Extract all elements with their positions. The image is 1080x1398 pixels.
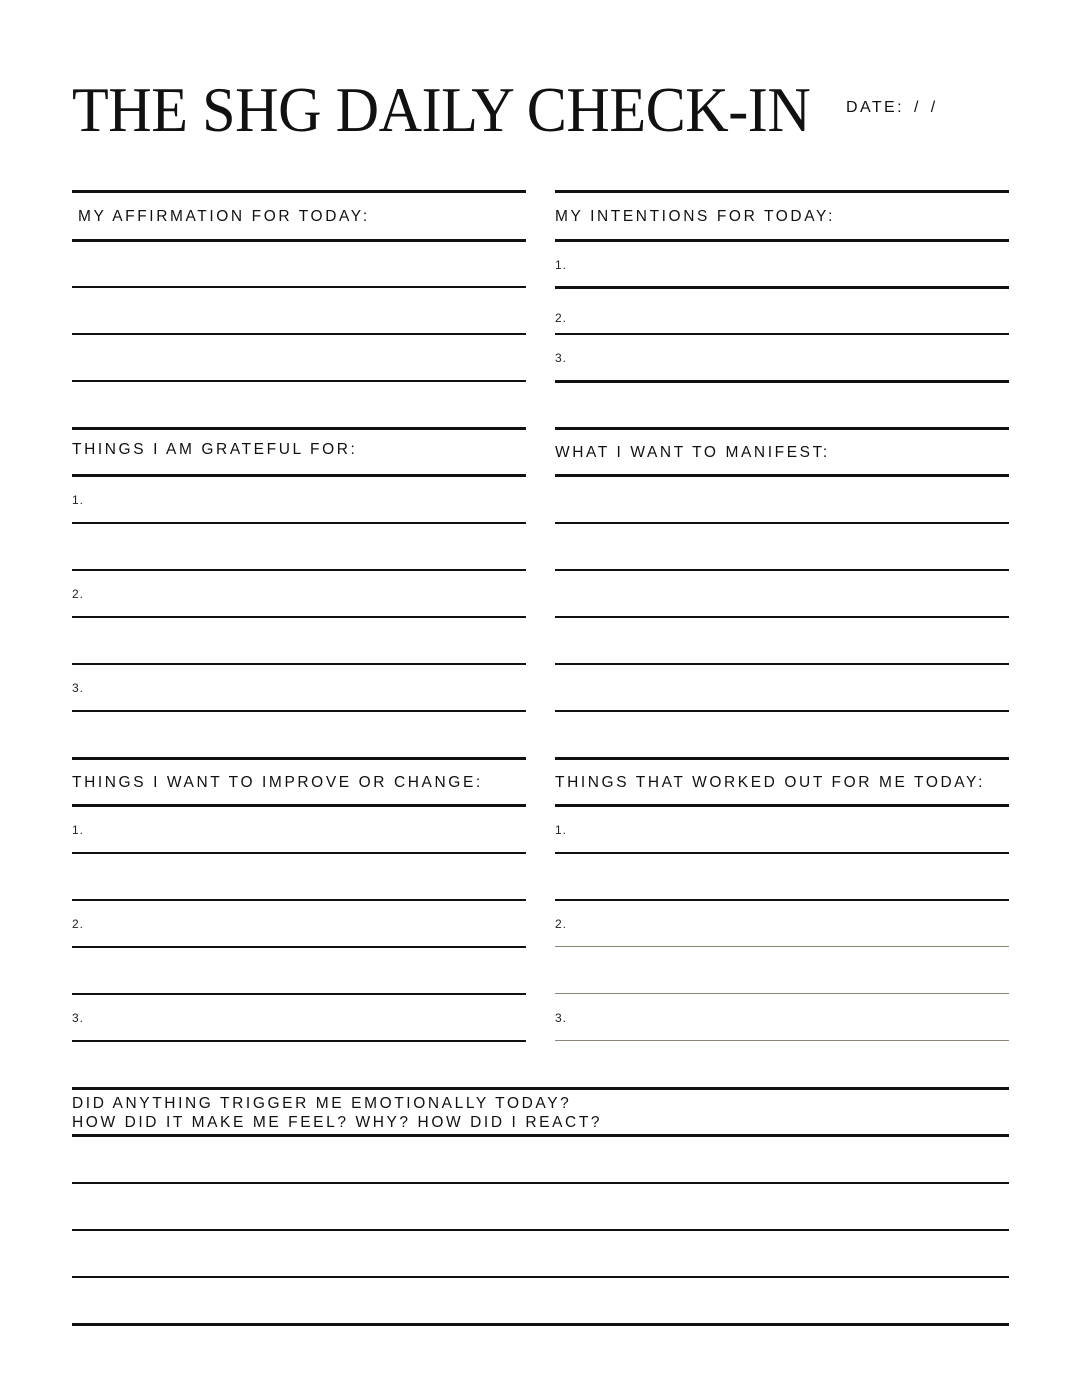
writing-line[interactable] — [555, 286, 1009, 289]
section-heading: WHAT I WANT TO MANIFEST: — [555, 444, 830, 461]
writing-line[interactable] — [72, 1229, 1009, 1231]
section-heading-rule — [555, 239, 1009, 242]
affirmation-section — [72, 190, 526, 390]
section-heading-rule — [72, 239, 526, 242]
date-label: DATE: — [846, 99, 904, 116]
item-number: 3. — [555, 1011, 568, 1025]
writing-line[interactable] — [72, 1040, 526, 1042]
item-number: 3. — [72, 681, 85, 695]
writing-line[interactable] — [72, 569, 526, 571]
writing-line[interactable] — [72, 380, 526, 382]
trigger-heading-line-1: DID ANYTHING TRIGGER ME EMOTIONALLY TODAY? — [72, 1095, 572, 1112]
writing-line[interactable] — [72, 1182, 1009, 1184]
section-heading-rule — [72, 474, 526, 477]
trigger-heading-line-2: HOW DID IT MAKE ME FEEL? WHY? HOW DID I REACT? — [72, 1114, 603, 1131]
item-number: 2. — [72, 587, 85, 601]
section-heading: MY INTENTIONS FOR TODAY: — [555, 208, 836, 225]
writing-line[interactable] — [72, 946, 526, 948]
item-number: 1. — [72, 493, 85, 507]
section-heading-rule — [555, 804, 1009, 807]
writing-line[interactable] — [555, 616, 1009, 618]
writing-line[interactable] — [72, 1276, 1009, 1278]
writing-line[interactable] — [555, 946, 1009, 947]
section-heading: MY AFFIRMATION FOR TODAY: — [78, 208, 370, 225]
section-heading: THINGS I WANT TO IMPROVE OR CHANGE: — [72, 774, 483, 791]
item-number: 1. — [555, 258, 568, 272]
page-title: THE SHG DAILY CHECK-IN — [72, 74, 811, 145]
item-number: 2. — [555, 311, 568, 325]
section-top-rule — [555, 190, 1009, 193]
writing-line[interactable] — [72, 1323, 1009, 1326]
section-heading: THINGS THAT WORKED OUT FOR ME TODAY: — [555, 774, 986, 791]
writing-line[interactable] — [72, 286, 526, 288]
item-number: 3. — [72, 1011, 85, 1025]
writing-line[interactable] — [555, 333, 1009, 335]
writing-line[interactable] — [72, 522, 526, 524]
section-heading: THINGS I AM GRATEFUL FOR: — [72, 441, 358, 458]
item-number: 1. — [555, 823, 568, 837]
intentions-section — [555, 190, 1009, 390]
item-number: 2. — [72, 917, 85, 931]
writing-line[interactable] — [72, 852, 526, 854]
writing-line[interactable] — [72, 899, 526, 901]
writing-line[interactable] — [72, 333, 526, 335]
writing-line[interactable] — [72, 993, 526, 995]
section-heading-rule — [555, 474, 1009, 477]
writing-line[interactable] — [555, 993, 1009, 994]
writing-line[interactable] — [72, 663, 526, 665]
item-number: 3. — [555, 351, 568, 365]
worked-out-section — [555, 757, 1009, 1047]
section-top-rule — [72, 427, 526, 430]
section-top-rule — [555, 757, 1009, 760]
section-top-rule — [72, 1087, 1009, 1090]
manifest-section — [555, 427, 1009, 717]
grateful-section — [72, 427, 526, 717]
trigger-heading — [72, 1094, 602, 1132]
date-separator: / — [930, 99, 938, 116]
writing-line[interactable] — [555, 569, 1009, 571]
writing-line[interactable] — [72, 710, 526, 712]
item-number: 1. — [72, 823, 85, 837]
writing-line[interactable] — [555, 710, 1009, 712]
writing-line[interactable] — [555, 663, 1009, 665]
writing-line[interactable] — [555, 852, 1009, 854]
improve-section — [72, 757, 526, 1047]
date-field[interactable] — [846, 99, 938, 117]
section-heading-rule — [72, 804, 526, 807]
section-top-rule — [72, 190, 526, 193]
item-number: 2. — [555, 917, 568, 931]
section-top-rule — [72, 757, 526, 760]
writing-line[interactable] — [555, 899, 1009, 901]
writing-line[interactable] — [555, 522, 1009, 524]
writing-line[interactable] — [72, 616, 526, 618]
section-heading-rule — [72, 1134, 1009, 1137]
section-top-rule — [555, 427, 1009, 430]
writing-line[interactable] — [555, 380, 1009, 383]
date-separator: / — [913, 99, 921, 116]
writing-line[interactable] — [555, 1040, 1009, 1041]
